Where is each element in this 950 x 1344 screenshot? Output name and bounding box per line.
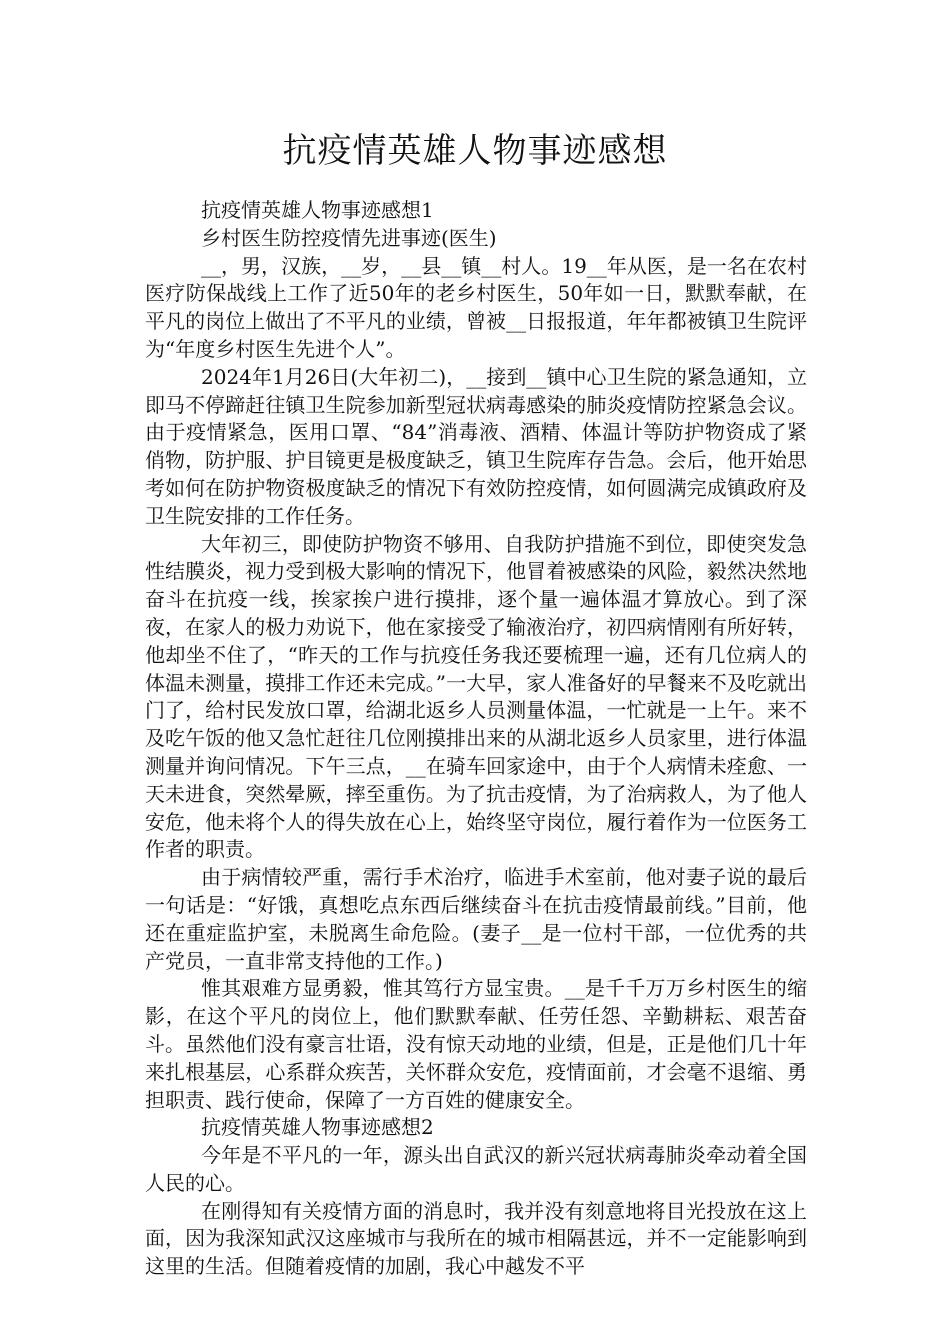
body-paragraph: 大年初三，即使防护物资不够用、自我防护措施不到位，即使突发急性结膜炎，视力受到极大影响的情况下，他冒着被感染的风险，毅然决然地奋斗在抗疫一线，挨家挨户进行摸排，逐个量一遍体温才算放心。到了深夜，在家人的极力劝说下，他在家接受了输液治疗，初四病情刚有所好转，他却坐不住了，“昨天的工作与抗疫任务我还要梳理一遍，还有几位病人的体温未测量，摸排工作还未完成。”一大早，家人准备好的早餐来不及吃就出门了，给村民发放口罩，给湖北返乡人员测量体温，一忙就是一上午。来不及吃午饭的他又急忙赶往几位刚摸排出来的从湖北返乡人员家里，进行体温测量并询问情况。下午三点，__在骑车回家途中，由于个人病情未痊愈、一天未进食，突然晕厥，摔至重伤。为了抗击疫情，为了治病救人，为了他人安危，他未将个人的得失放在心上，始终坚守岗位，履行着作为一位医务工作者的职责。 (145, 531, 807, 862)
body-paragraph: 2024年1月26日(大年初二)，__接到__镇中心卫生院的紧急通知，立即马不停蹄赶往镇卫生院参加新型冠状病毒感染的肺炎疫情防控紧急会议。由于疫情紧急，医用口罩、“84”消毒液、酒精、体温计等防护物资成了紧俏物，防护服、护目镜更是极度缺乏，镇卫生院库存告急。会后，他开始思考如何在防护物资极度缺乏的情况下有效防控疫情，如何圆满完成镇政府及卫生院安排的工作任务。 (145, 364, 807, 528)
body-paragraph: 今年是不平凡的一年，源头出自武汉的新兴冠状病毒肺炎牵动着全国人民的心。 (145, 1143, 807, 1195)
document-body (145, 197, 807, 1281)
subheading: 乡村医生防控疫情先进事迹(医生) (201, 225, 497, 250)
document-title: 抗疫情英雄人物事迹感想 (282, 131, 668, 171)
body-paragraph: __，男，汉族，__岁，__县__镇__村人。19__年从医，是一名在农村医疗防保战线上工作了近50年的老乡村医生，50年如一日，默默奉献，在平凡的岗位上做出了不平凡的业绩，曾被__日报报道，年年都被镇卫生院评为“年度乡村医生先进个人”。 (145, 253, 807, 361)
section-heading: 抗疫情英雄人物事迹感想2 (201, 1115, 434, 1140)
body-paragraph: 在刚得知有关疫情方面的消息时，我并没有刻意地将目光投放在这上面，因为我深知武汉这座城市与我所在的城市相隔甚远，并不一定能影响到这里的生活。但随着疫情的加剧，我心中越发不平 (145, 1198, 807, 1279)
section-heading: 抗疫情英雄人物事迹感想1 (201, 198, 434, 222)
body-paragraph: 惟其艰难方显勇毅，惟其笃行方显宝贵。__是千千万万乡村医生的缩影，在这个平凡的岗位上，他们默默奉献、任劳任怨、辛勤耕耘、艰苦奋斗。虽然他们没有豪言壮语，没有惊天动地的业绩，但是，正是他们几十年来扎根基层，心系群众疾苦，关怀群众安危，疫情面前，才会毫不退缩、勇担职责、践行使命，保障了一方百姓的健康安全。 (145, 976, 807, 1112)
body-paragraph: 由于病情较严重，需行手术治疗，临进手术室前，他对妻子说的最后一句话是：“好饿，真想吃点东西后继续奋斗在抗击疫情最前线。”目前，他还在重症监护室，未脱离生命危险。(妻子__是一位村干部，一位优秀的共产党员，一直非常支持他的工作。) (145, 865, 807, 973)
